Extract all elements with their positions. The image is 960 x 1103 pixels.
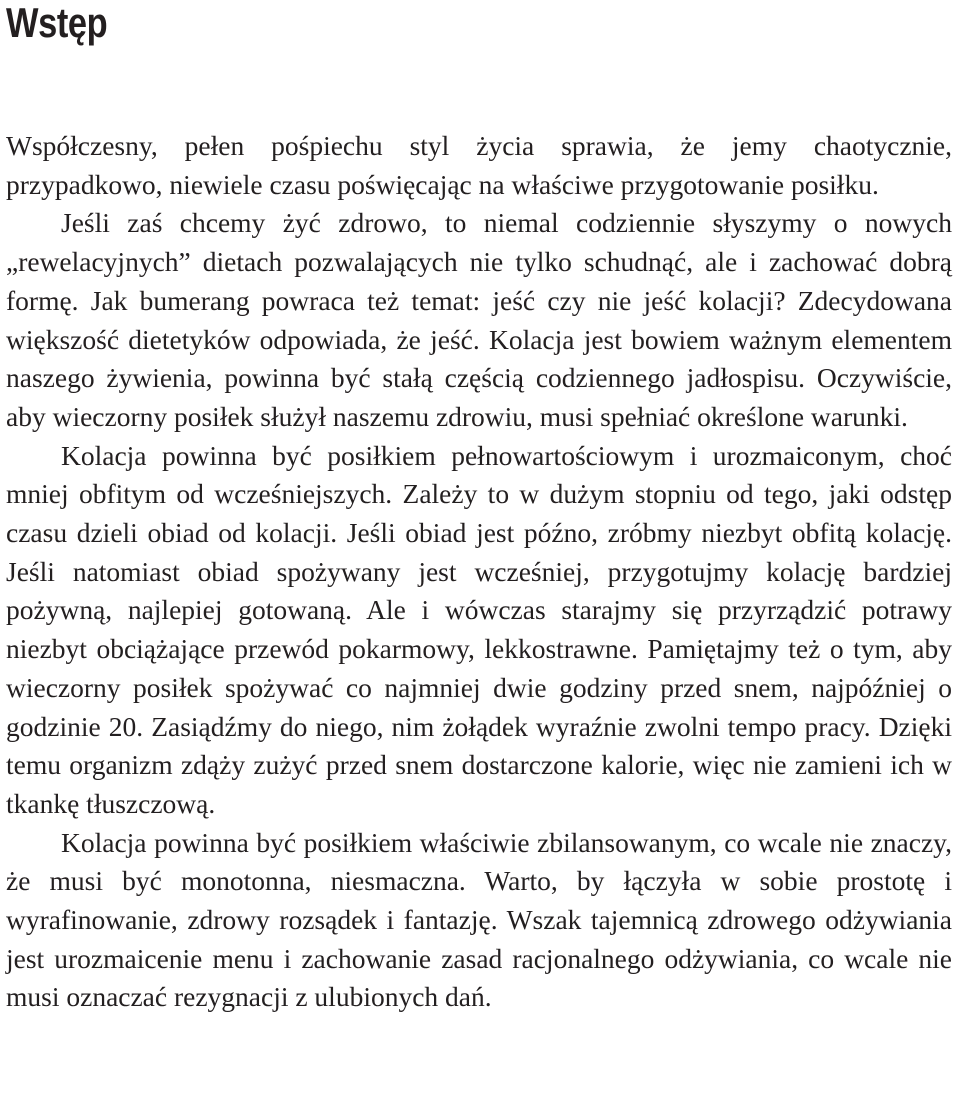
- page-title: Wstęp: [6, 0, 108, 46]
- paragraph-3: Kolacja powinna być posiłkiem pełnowartościowym i urozmaiconym, choć mniej obfitym od wcześniejszych. Zależy to w dużym stopniu od tego, jaki odstęp czasu dzieli obiad od kolacji. Jeśli obiad jest późno, zróbmy niezbyt obfitą kolację. Jeśli natomiast obiad spożywany jest wcześniej, przygotujmy kolację bardziej pożywną, najlepiej gotowaną. Ale i wówczas starajmy się przyrządzić potrawy niezbyt obciążające przewód pokarmowy, lekkostrawne. Pamiętajmy też o tym, aby wieczorny posiłek spożywać co najmniej dwie godziny przed snem, najpóźniej o godzinie 20. Zasiądźmy do niego, nim żołądek wyraźnie zwolni tempo pracy. Dzięki temu organizm zdąży zużyć przed snem dostarczone kalorie, więc nie zamieni ich w tkankę tłuszczową.: [6, 439, 952, 819]
- paragraph-4: Kolacja powinna być posiłkiem właściwie zbilansowanym, co wcale nie znaczy, że musi być monotonna, niesmaczna. Warto, by łączyła w sobie prostotę i wyrafinowanie, zdrowy rozsądek i fantazję. Wszak tajemnicą zdrowego odżywiania jest urozmaicenie menu i zachowanie zasad racjonalnego odżywiania, co wcale nie musi oznaczać rezygnacji z ulubionych dań.: [6, 826, 952, 1013]
- paragraph-2: Jeśli zaś chcemy żyć zdrowo, to niemal codziennie słyszymy o nowych „rewelacyjnych” dietach pozwalających nie tylko schudnąć, ale i zachować dobrą formę. Jak bumerang powraca też temat: jeść czy nie jeść kolacji? Zdecydowana większość dietetyków odpowiada, że jeść. Kolacja jest bowiem ważnym elementem naszego żywienia, powinna być stałą częścią codziennego jadłospisu. Oczywiście, aby wieczorny posiłek służył naszemu zdrowiu, musi spełniać określone warunki.: [6, 207, 952, 432]
- paragraph-1: Współczesny, pełen pośpiechu styl życia sprawia, że jemy chaotycznie, przypadkowo, niewiele czasu poświęcając na właściwe przygotowanie posiłku.: [6, 130, 952, 200]
- body-text: [6, 127, 952, 1017]
